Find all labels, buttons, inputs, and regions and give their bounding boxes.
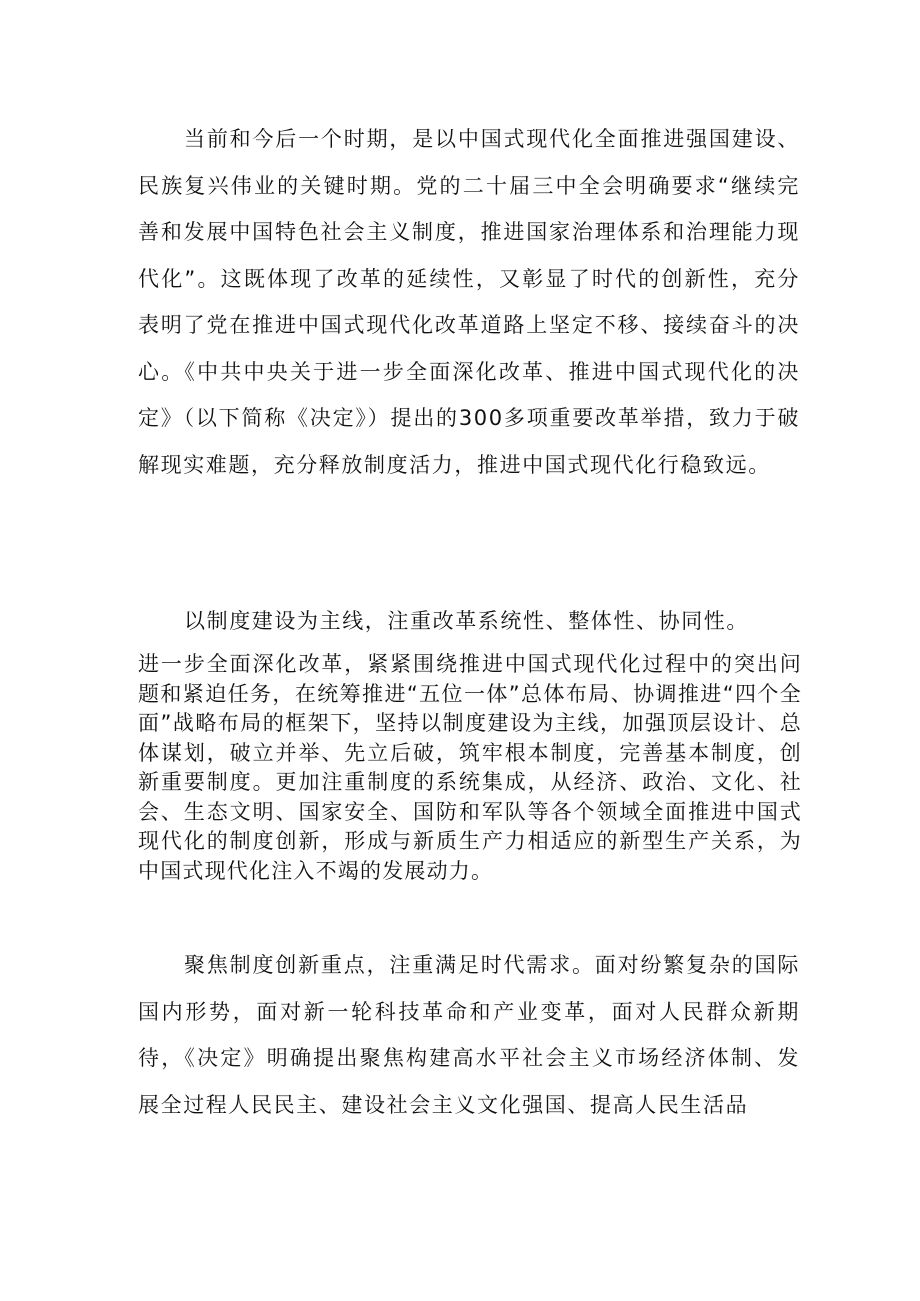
paragraph-institution-building-body: 进一步全面深化改革，紧紧围绕推进中国式现代化过程中的突出问题和紧迫任务，在统筹推进“五位一体”总体布局、协调推进“四个全面”战略布局的框架下，坚持以制度建设为主线，加强顶层设计、总体谋划，破立并举、先立后破，筑牢根本制度，完善基本制度，创新重要制度。更加注重制度的系统集成，从经济、政治、文化、社会、生态文明、国家安全、国防和军队等各个领域全面推进中国式现代化的制度创新，形成与新质生产力相适应的新型生产关系，为中国式现代化注入不竭的发展动力。 (138, 652, 802, 883)
paragraph-institutional-innovation: 聚焦制度创新重点，注重满足时代需求。面对纷繁复杂的国际国内形势，面对新一轮科技革命和产业变革，面对人民群众新期待，《决定》明确提出聚焦构建高水平社会主义市场经济体制、发展全过程人民民主、建设社会主义文化强国、提高人民生活品 (138, 953, 800, 1117)
paragraph-intro: 当前和今后一个时期，是以中国式现代化全面推进强国建设、民族复兴伟业的关键时期。党的二十届三中全会明确要求“继续完善和发展中国特色社会主义制度，推进国家治理体系和治理能力现代化”。这既体现了改革的延续性，又彰显了时代的创新性，充分表明了党在推进中国式现代化改革道路上坚定不移、接续奋斗的决心。《中共中央关于进一步全面深化改革、推进中国式现代化的决定》（以下简称《决定》）提出的300多项重要改革举措，致力于破解现实难题，充分释放制度活力，推进中国式现代化行稳致远。 (138, 127, 800, 477)
paragraph-heading-institution-building: 以制度建设为主线，注重改革系统性、整体性、协同性。 (184, 609, 749, 633)
